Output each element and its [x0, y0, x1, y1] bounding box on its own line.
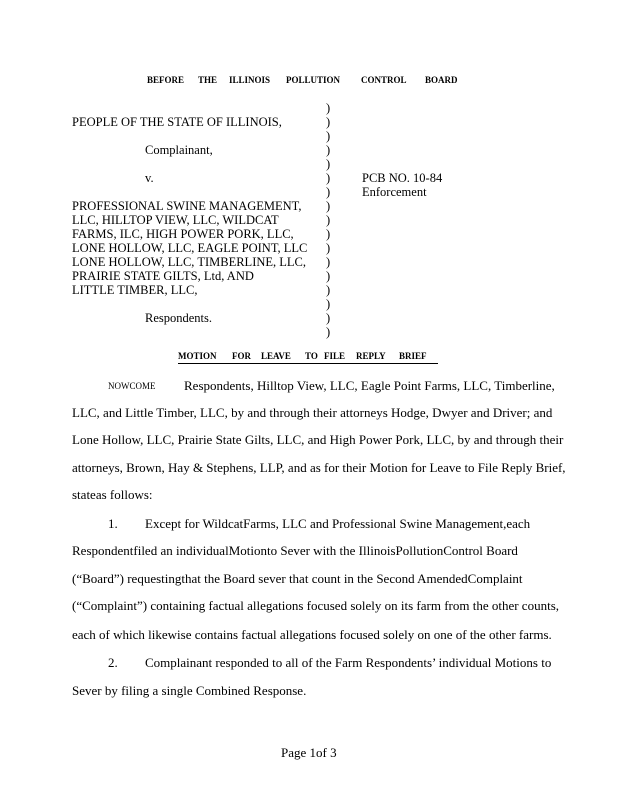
paragraph-line: each of which likewise contains factual allegations focused solely on one of the other farms. [72, 627, 552, 642]
title-underline [178, 363, 438, 365]
intro-line: Respondents, Hilltop View, LLC, Eagle Point Farms, LLC, Timberline, [184, 378, 555, 393]
respondent-line: LONE HOLLOW, LLC, TIMBERLINE, LLC, [72, 255, 307, 269]
header-word: BEFORE [147, 75, 185, 85]
plaintiff-name: PEOPLE OF THE STATE OF ILLINOIS, [72, 115, 282, 129]
header-word: POLLUTION [286, 75, 341, 85]
paragraph-line: Sever by filing a single Combined Response. [72, 683, 307, 698]
intro-line: Lone Hollow, LLC, Prairie State Gilts, LLC, and High Power Pork, LLC, by and through their [72, 432, 564, 447]
title-word: FOR [232, 351, 251, 361]
paragraph-number: 1. [108, 516, 118, 531]
versus-label: v. [145, 171, 154, 185]
title-word: FILE [324, 351, 346, 361]
case-number: PCB NO. 10-84 [362, 171, 443, 185]
paragraph-line: Complainant responded to all of the Farm Respondents’ individual Motions to [145, 655, 552, 670]
header-word: THE [198, 75, 218, 85]
respondent-line: FARMS, ILC, HIGH POWER PORK, LLC, [72, 227, 294, 241]
respondent-line: PRAIRIE STATE GILTS, Ltd, AND [72, 269, 254, 283]
plaintiff-role: Complainant, [145, 143, 213, 157]
intro-line: LLC, and Little Timber, LLC, by and through their attorneys Hodge, Dwyer and Driver; and [72, 405, 553, 420]
case-type: Enforcement [362, 185, 427, 199]
paragraph-line: Except for WildcatFarms, LLC and Professional Swine Management,each [145, 516, 531, 531]
title-word: REPLY [356, 351, 386, 361]
paragraph-number: 2. [108, 655, 118, 670]
paragraph-line: (“Board”) requestingthat the Board sever that count in the Second AmendedComplaint [72, 571, 523, 586]
title-word: TO [305, 351, 318, 361]
intro-line: attorneys, Brown, Hay & Stephens, LLP, and as for their Motion for Leave to File Reply Brief, [72, 460, 566, 475]
header-word: CONTROL [361, 75, 407, 85]
intro-line: stateas follows: [72, 487, 153, 502]
header-word: BOARD [425, 75, 458, 85]
page-number: Page 1of 3 [281, 745, 337, 760]
title-word: LEAVE [261, 351, 291, 361]
respondent-line: PROFESSIONAL SWINE MANAGEMENT, [72, 199, 302, 213]
respondent-line: LITTLE TIMBER, LLC, [72, 283, 198, 297]
respondent-line: LLC, HILLTOP VIEW, LLC, WILDCAT [72, 213, 279, 227]
paragraph-line: (“Complaint”) containing factual allegations focused solely on its farm from the other counts, [72, 598, 559, 613]
title-word: BRIEF [399, 351, 427, 361]
respondent-line: LONE HOLLOW, LLC, EAGLE POINT, LLC [72, 241, 308, 255]
title-word: MOTION [178, 351, 217, 361]
header-word: ILLINOIS [229, 75, 271, 85]
caption-paren-column: ) ) ) ) ) ) ) ) ) ) ) ) ) ) ) ) ) [326, 101, 331, 339]
intro-lead: NOWCOME [108, 381, 156, 391]
paragraph-line: Respondentfiled an individualMotionto Sever with the IllinoisPollutionControl Board [72, 543, 518, 558]
respondent-role: Respondents. [145, 311, 213, 325]
